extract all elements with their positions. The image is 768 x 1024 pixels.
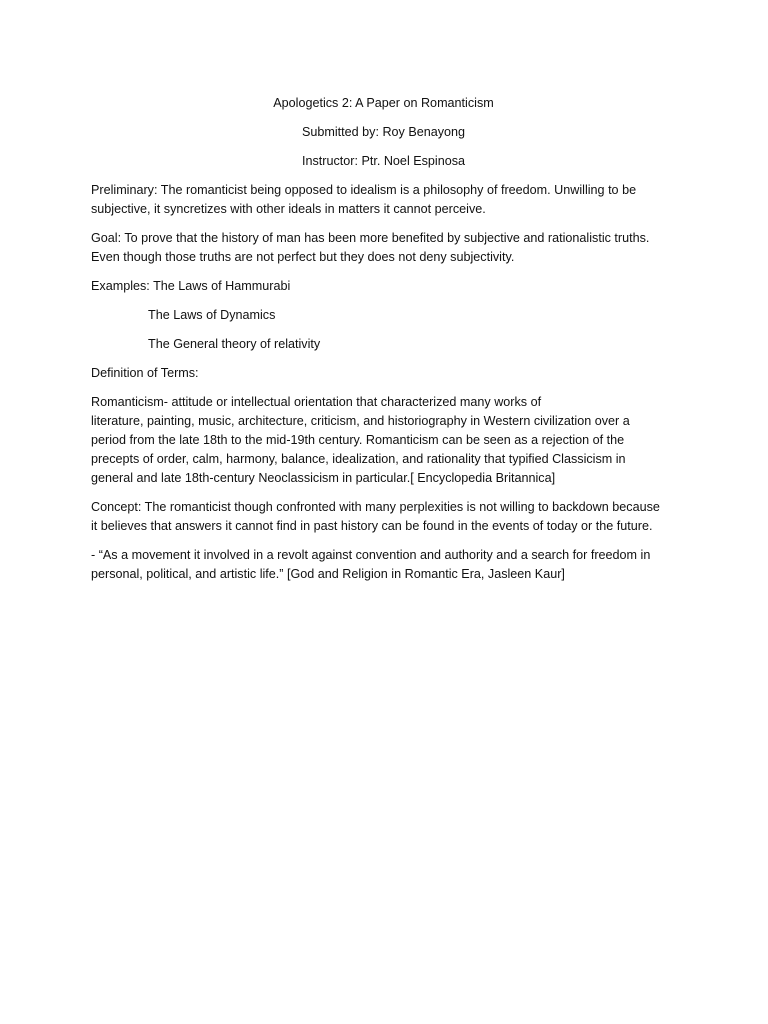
preliminary-line: subjective, it syncretizes with other ideals in matters it cannot perceive. [91,202,486,216]
document-content [91,94,676,594]
example-item: The Laws of Dynamics [148,308,276,322]
examples-heading: Examples: The Laws of Hammurabi [91,279,291,293]
concept-line: Concept: The romanticist though confronted with many perplexities is not willing to backdown because [91,500,660,514]
definition-heading: Definition of Terms: [91,366,199,380]
definition-line: literature, painting, music, architecture, criticism, and historiography in Western civilization over a [91,414,630,428]
goal-line: Goal: To prove that the history of man has been more benefited by subjective and rationalistic truths. [91,231,650,245]
goal-line: Even though those truths are not perfect but they does not deny subjectivity. [91,250,515,264]
definition-line: general and late 18th-century Neoclassicism in particular.[ Encyclopedia Britannica] [91,471,556,485]
concept-line: it believes that answers it cannot find in past history can be found in the events of today or the future. [91,519,653,533]
quote-paragraph [91,546,676,584]
submitted-by-line: Submitted by: Roy Benayong [301,125,466,139]
definition-line: period from the late 18th to the mid-19th century. Romanticism can be seen as a rejection of the [91,433,625,447]
paper-title: Apologetics 2: A Paper on Romanticism [273,96,494,110]
preliminary-paragraph [91,181,676,219]
goal-paragraph [91,229,676,267]
romanticism-definition-paragraph [91,393,676,488]
quote-line: - “As a movement it involved in a revolt against convention and authority and a search for freedom in [91,548,651,562]
definition-line: precepts of order, calm, harmony, balance, idealization, and rationality that typified Classicism in [91,452,626,466]
example-item: The General theory of relativity [148,337,321,351]
preliminary-line: Preliminary: The romanticist being opposed to idealism is a philosophy of freedom. Unwilling to be [91,183,637,197]
instructor-line: Instructor: Ptr. Noel Espinosa [301,154,466,168]
definition-line: Romanticism- attitude or intellectual orientation that characterized many works of [91,395,542,409]
quote-line: personal, political, and artistic life.” [God and Religion in Romantic Era, Jasleen Kaur] [91,567,565,581]
concept-paragraph [91,498,676,536]
